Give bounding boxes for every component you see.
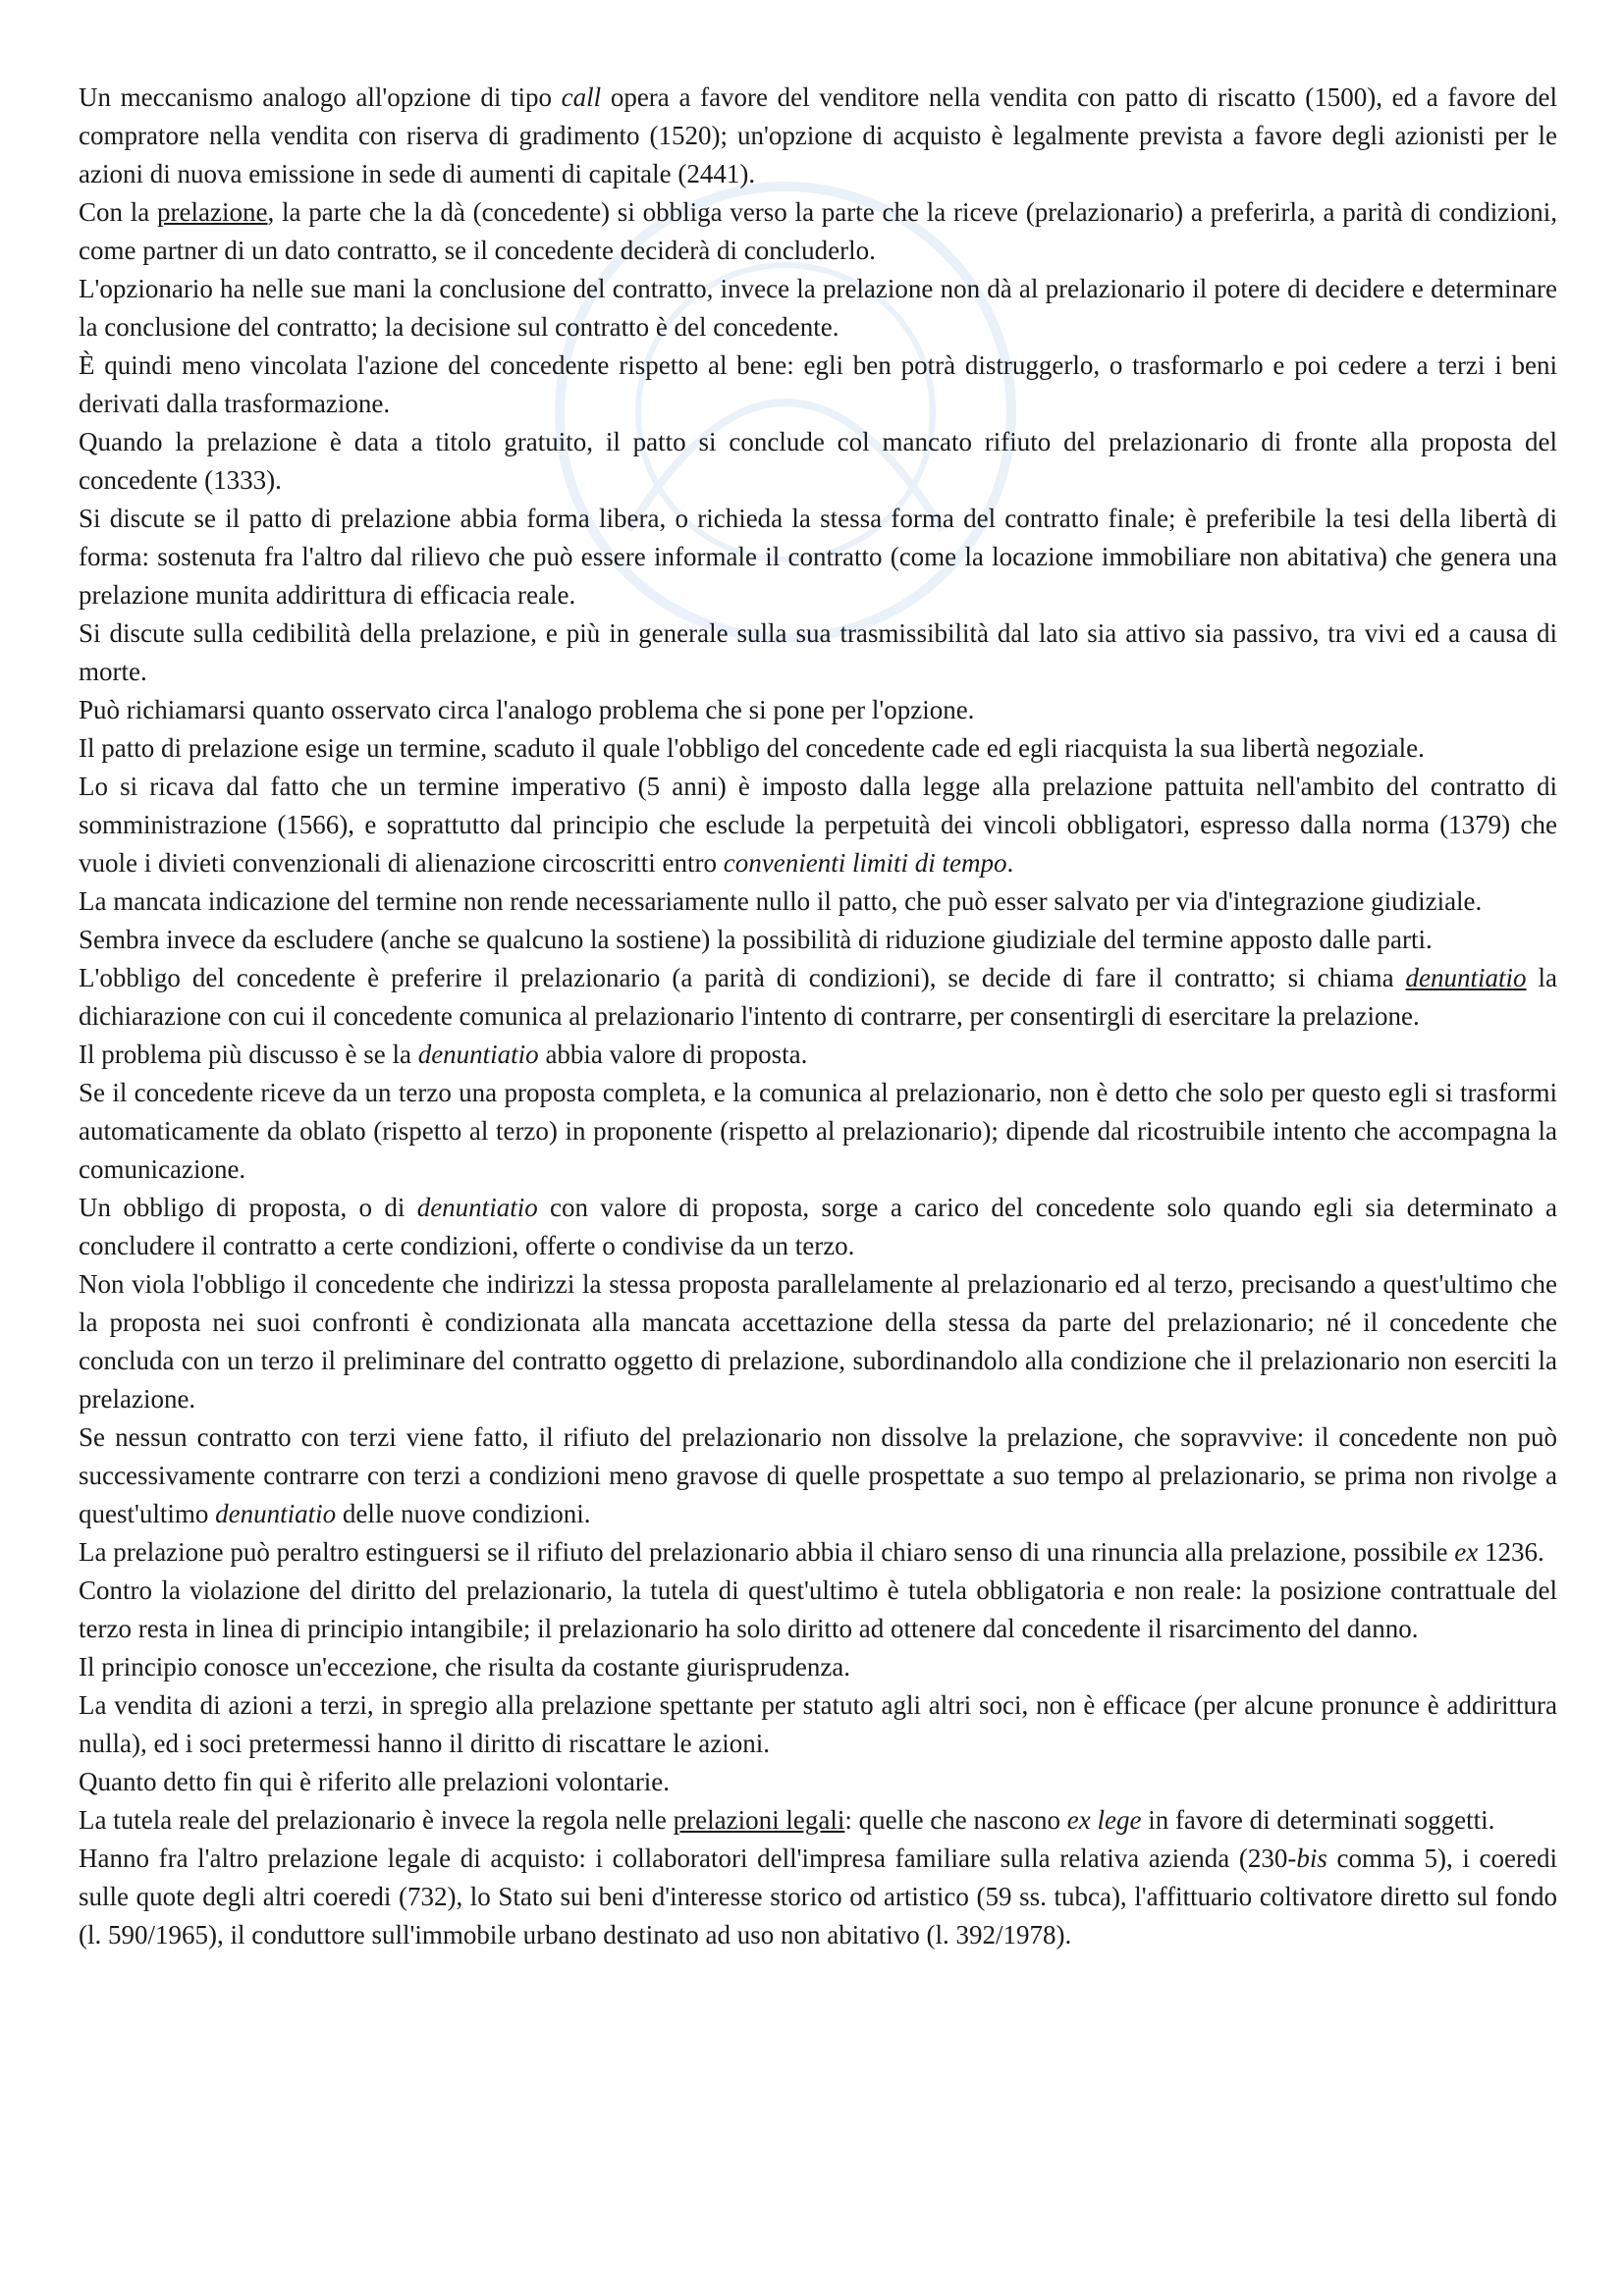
text-run: La vendita di azioni a terzi, in spregio alla prelazione spettante per statuto agli altri soci, non è efficace (per alcune pronunce è addirittura nulla), ed i soci pretermessi hanno il diritto di riscattare le azioni. xyxy=(79,1690,1557,1758)
text-run: Un obbligo di proposta, o di xyxy=(79,1193,417,1222)
paragraph xyxy=(79,768,1557,882)
text-run: in favore di determinati soggetti. xyxy=(1141,1805,1495,1835)
text-run: delle nuove condizioni. xyxy=(336,1499,591,1528)
paragraph xyxy=(79,79,1557,193)
text-run: L'obbligo del concedente è preferire il prelazionario (a parità di condizioni), se decide di fare il contratto; si chiama xyxy=(79,963,1406,992)
text-run: comma 5), i coeredi sulle quote degli altri coeredi (732), lo Stato sui beni d'interesse storico od artistico (59 ss. tubca), l'affittuario coltivatore diretto sul fondo (l. 590/1965), il conduttore sull'immobile urbano destinato ad uso non abitativo (l. 392/1978). xyxy=(79,1843,1557,1949)
paragraph xyxy=(79,1074,1557,1189)
paragraph xyxy=(79,1533,1557,1572)
paragraph xyxy=(79,614,1557,691)
paragraph xyxy=(79,1840,1557,1954)
text-run: abbia valore di proposta. xyxy=(538,1040,808,1069)
text-run: Quanto detto fin qui è riferito alle prelazioni volontarie. xyxy=(79,1767,671,1796)
paragraph xyxy=(79,1189,1557,1265)
underlined-term: prelazione xyxy=(157,197,268,227)
text-run: Quando la prelazione è data a titolo gratuito, il patto si conclude col mancato rifiuto del prelazionario di fronte alla proposta del concedente (1333). xyxy=(79,427,1557,495)
paragraph xyxy=(79,347,1557,423)
text-run: 1236. xyxy=(1478,1537,1544,1567)
text-run: La mancata indicazione del termine non rende necessariamente nullo il patto, che può esser salvato per via d'integrazione giudiziale. xyxy=(79,886,1483,916)
text-run: . xyxy=(1006,848,1014,878)
italic-term: convenienti limiti di tempo xyxy=(723,848,1007,878)
italic-term: call xyxy=(561,82,602,112)
text-run: Se il concedente riceve da un terzo una proposta completa, e la comunica al prelazionario, non è detto che solo per questo egli si trasformi automaticamente da oblato (rispetto al terzo) in proponente (rispetto al prelazionario); dipende dal ricostruibile intento che accompagna la comunicazione. xyxy=(79,1078,1557,1184)
paragraph xyxy=(79,423,1557,500)
paragraph xyxy=(79,959,1557,1036)
text-run: : quelle che nascono xyxy=(844,1805,1067,1835)
text-run: Si discute sulla cedibilità della prelazione, e più in generale sulla sua trasmissibilità dal lato sia attivo sia passivo, tra vivi ed a causa di morte. xyxy=(79,618,1557,686)
italic-term: ex lege xyxy=(1066,1805,1142,1835)
paragraph xyxy=(79,270,1557,347)
text-run: È quindi meno vincolata l'azione del concedente rispetto al bene: egli ben potrà distruggerlo, o trasformarlo e poi cedere a terzi i beni derivati dalla trasformazione. xyxy=(79,350,1557,418)
text-run: Sembra invece da escludere (anche se qualcuno la sostiene) la possibilità di riduzione giudiziale del termine apposto dalle parti. xyxy=(79,925,1433,954)
text-run: opera a favore del venditore nella vendita con patto di riscatto (1500), ed a favore del compratore nella vendita con riserva di gradimento (1520); un'opzione di acquisto è legalmente prevista a favore degli azionisti per le azioni di nuova emissione in sede di aumenti di capitale (2441). xyxy=(79,82,1557,188)
text-run: Con la xyxy=(79,197,158,227)
paragraph xyxy=(79,691,1557,729)
paragraph xyxy=(79,882,1557,921)
text-run: La prelazione può peraltro estinguersi se il rifiuto del prelazionario abbia il chiaro senso di una rinuncia alla prelazione, possibile xyxy=(79,1537,1455,1567)
text-run: la dichiarazione con cui il concedente comunica al prelazionario l'intento di contrarre, per consentirgli di esercitare la prelazione. xyxy=(79,963,1557,1031)
paragraph xyxy=(79,193,1557,270)
underlined-term: prelazioni legali xyxy=(673,1805,845,1835)
text-run: con valore di proposta, sorge a carico del concedente solo quando egli sia determinato a concludere il contratto a certe condizioni, offerte o condivise da un terzo. xyxy=(79,1193,1557,1260)
paragraph xyxy=(79,1801,1557,1840)
text-run: Hanno fra l'altro prelazione legale di acquisto: i collaboratori dell'impresa familiare sulla relativa azienda (230- xyxy=(79,1843,1297,1873)
italic-term: denuntiatio xyxy=(416,1193,538,1222)
italic-underlined-term: denuntiatio xyxy=(1405,963,1527,992)
text-run: Il patto di prelazione esige un termine, scaduto il quale l'obbligo del concedente cade ed egli riacquista la sua libertà negoziale. xyxy=(79,733,1425,763)
italic-term: bis xyxy=(1296,1843,1327,1873)
paragraph xyxy=(79,1763,1557,1801)
text-run: Se nessun contratto con terzi viene fatto, il rifiuto del prelazionario non dissolve la prelazione, che sopravvive: il concedente non può successivamente contrarre con terzi a condizioni meno gravose di quelle prospettate a suo tempo al prelazionario, se prima non rivolge a quest'ultimo xyxy=(79,1422,1557,1528)
text-run: Il principio conosce un'eccezione, che risulta da costante giurisprudenza. xyxy=(79,1652,851,1682)
text-run: Si discute se il patto di prelazione abbia forma libera, o richieda la stessa forma del contratto finale; è preferibile la tesi della libertà di forma: sostenuta fra l'altro dal rilievo che può essere informale il contratto (come la locazione immobiliare non abitativa) che genera una prelazione munita addirittura di efficacia reale. xyxy=(79,504,1557,610)
text-run: Il problema più discusso è se la xyxy=(79,1040,418,1069)
italic-term: ex xyxy=(1454,1537,1479,1567)
paragraph xyxy=(79,500,1557,614)
text-run: Non viola l'obbligo il concedente che indirizzi la stessa proposta parallelamente al prelazionario ed al terzo, precisando a quest'ultimo che la proposta nei suoi confronti è condizionata alla mancata accettazione della stessa da parte del prelazionario; né il concedente che concluda con un terzo il preliminare del contratto oggetto di prelazione, subordinandolo alla condizione che il prelazionario non eserciti la prelazione. xyxy=(79,1269,1557,1414)
text-run: L'opzionario ha nelle sue mani la conclusione del contratto, invece la prelazione non dà al prelazionario il potere di decidere e determinare la conclusione del contratto; la decisione sul contratto è del concedente. xyxy=(79,274,1557,342)
text-run: Lo si ricava dal fatto che un termine imperativo (5 anni) è imposto dalla legge alla prelazione pattuita nell'ambito del contratto di somministrazione (1566), e soprattutto dal principio che esclude la perpetuità dei vincoli obbligatori, espresso dalla norma (1379) che vuole i divieti convenzionali di alienazione circoscritti entro xyxy=(79,772,1557,878)
paragraph xyxy=(79,1686,1557,1763)
paragraph xyxy=(79,921,1557,959)
paragraph xyxy=(79,1265,1557,1418)
italic-term: denuntiatio xyxy=(417,1040,539,1069)
document-body xyxy=(79,79,1557,1954)
text-run: Un meccanismo analogo all'opzione di tipo xyxy=(79,82,562,112)
text-run: La tutela reale del prelazionario è invece la regola nelle xyxy=(79,1805,674,1835)
paragraph xyxy=(79,729,1557,768)
text-run: Contro la violazione del diritto del prelazionario, la tutela di quest'ultimo è tutela obbligatoria e non reale: la posizione contrattuale del terzo resta in linea di principio intangibile; il prelazionario ha solo diritto ad ottenere dal concedente il risarcimento del danno. xyxy=(79,1575,1557,1643)
text-run: Può richiamarsi quanto osservato circa l'analogo problema che si pone per l'opzione. xyxy=(79,695,975,724)
paragraph xyxy=(79,1418,1557,1533)
paragraph xyxy=(79,1572,1557,1648)
paragraph xyxy=(79,1036,1557,1074)
italic-term: denuntiatio xyxy=(215,1499,337,1528)
text-run: , la parte che la dà (concedente) si obbliga verso la parte che la riceve (prelazionario) a preferirla, a parità di condizioni, come partner di un dato contratto, se il concedente deciderà di concluderlo. xyxy=(79,197,1557,265)
paragraph xyxy=(79,1648,1557,1686)
